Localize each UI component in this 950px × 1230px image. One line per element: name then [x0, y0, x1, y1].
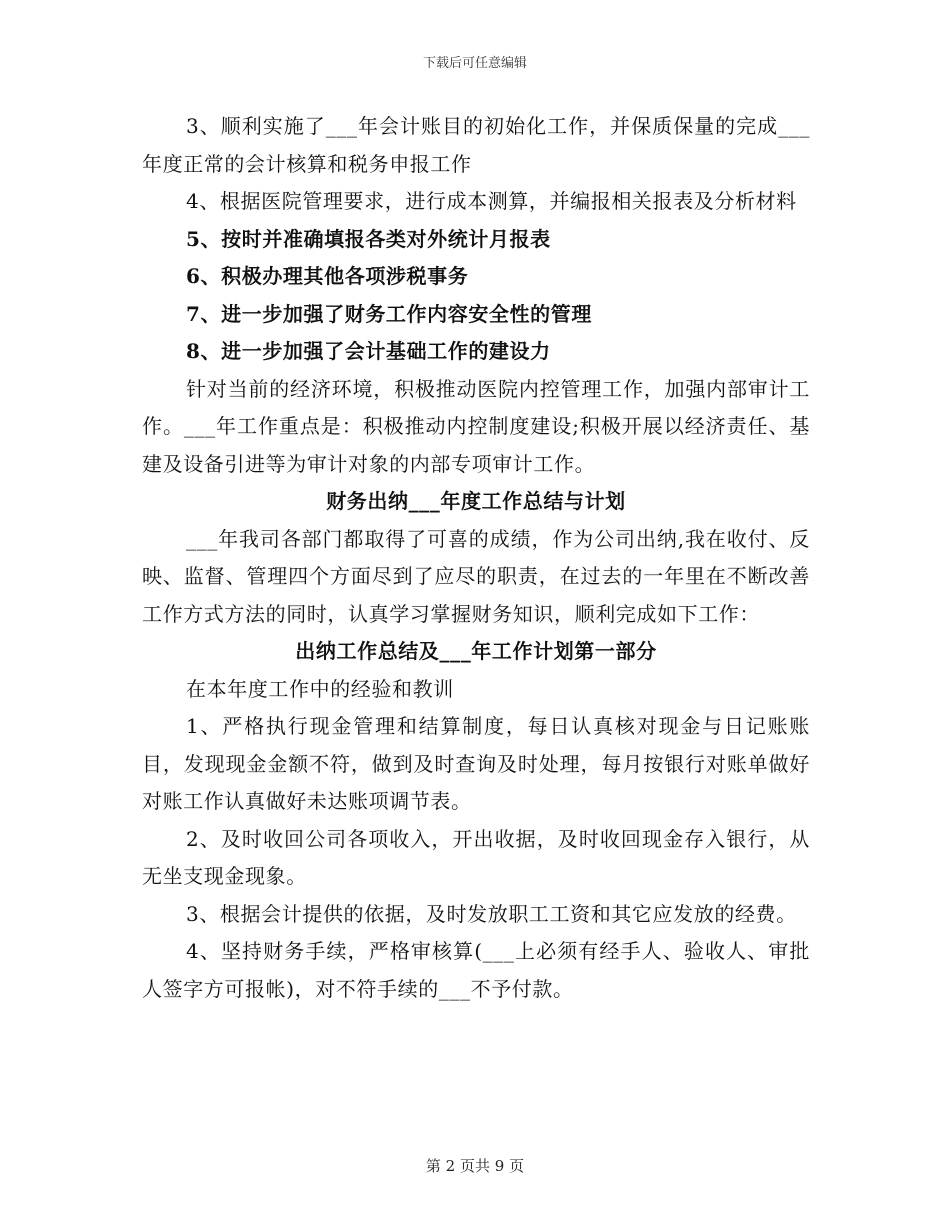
paragraph-bold: 8、进一步加强了会计基础工作的建设力 [186, 339, 551, 363]
paragraph: 4、根据医院管理要求，进行成本测算，并编报相关报表及分析材料 [186, 189, 797, 213]
paragraph: 4、坚持财务手续，严格审核算(___上必须有经手人、验收人、审批人签字方可报帐)，对不符手续的___不予付款。 [142, 939, 810, 1001]
paragraph-bold: 5、按时并准确填报各类对外统计月报表 [186, 226, 551, 251]
section-title: 出纳工作总结及___年工作计划第一部分 [295, 639, 657, 663]
section-title: 财务出纳___年度工作总结与计划 [326, 489, 626, 513]
paragraph-bold: 7、进一步加强了财务工作内容安全性的管理 [186, 301, 592, 326]
paragraph: 3、顺利实施了___年会计账目的初始化工作，并保质保量的完成___年度正常的会计核算和税务申报工作 [142, 114, 810, 176]
paragraph: 1、严格执行现金管理和结算制度，每日认真核对现金与日记账账目，发现现金金额不符，做到及时查询及时处理，每月按银行对账单做好对账工作认真做好未达账项调节表。 [142, 714, 810, 813]
page-header: 下载后可任意编辑 [422, 56, 527, 71]
paragraph: 针对当前的经济环境，积极推动医院内控管理工作，加强内部审计工作。___年工作重点是：积极推动内控制度建设;积极开展以经济责任、基建及设备引进等为审计对象的内部专项审计工作。 [142, 376, 810, 476]
paragraph-bold: 6、积极办理其他各项涉税事务 [186, 264, 469, 288]
paragraph: 在本年度工作中的经验和教训 [186, 676, 454, 701]
paragraph: 3、根据会计提供的依据，及时发放职工工资和其它应发放的经费。 [186, 901, 797, 926]
document-body [142, 108, 810, 1008]
paragraph: ___年我司各部门都取得了可喜的成绩，作为公司出纳,我在收付、反映、监督、管理四个方面尽到了应尽的职责，在过去的一年里在不断改善工作方式方法的同时，认真学习掌握财务知识，顺利完成如下工作： [142, 526, 810, 626]
paragraph: 2、及时收回公司各项收入，开出收据，及时收回现金存入银行，从无坐支现金现象。 [142, 826, 810, 888]
page-footer: 第 2 页共 9 页 [425, 1157, 525, 1175]
